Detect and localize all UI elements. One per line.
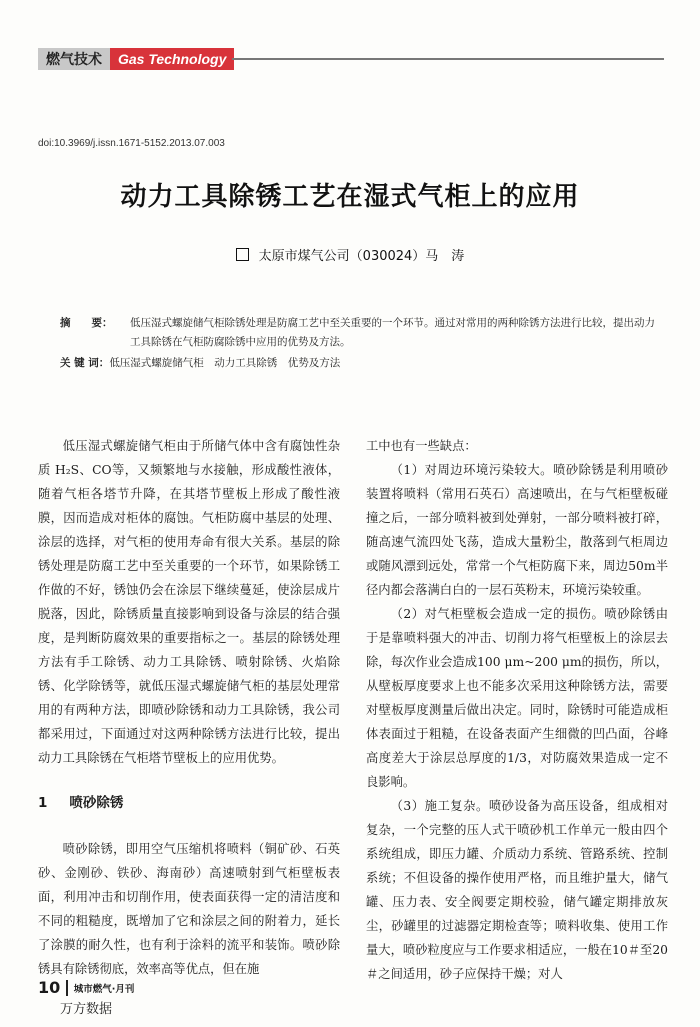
footer-divider [66, 980, 68, 996]
page-number: 10 [38, 978, 61, 997]
abstract-label: 摘 要： [60, 317, 113, 329]
article-title: 动力工具除锈工艺在湿式气柜上的应用 [120, 182, 580, 212]
watermark: 万方数据 [60, 1002, 113, 1017]
left-column [38, 434, 340, 981]
category-cn: 燃气技术 [38, 48, 110, 70]
category-banner [38, 48, 234, 70]
paragraph: 低压湿式螺旋储气柜由于所储气体中含有腐蚀性杂质 H₂S、CO等，又频繁地与水接触，形成酸性液体，随着气柜各塔节升降，在其塔节壁板上形成了酸性液膜，因而造成对柜体的腐蚀。气柜防腐中基层的处理、涂层的选择，对气柜的使用寿命有很大关系。基层的除锈处理是防腐工艺中至关重要的一个环节，如果除锈工作做的不好，锈蚀仍会在涂层下继续蔓延，使涂层成片脱落，因此，除锈质量直接影响到设备与涂层的结合强度，是判断防腐效果的重要指标之一。基层的除锈处理方法有手工除锈、动力工具除锈、喷射除锈、火焰除锈、化学除锈等，就低压湿式螺旋储气柜的基层处理常用的有两种方法，即喷砂除锈和动力工具除锈，我公司都采用过，下面通过对这两种除锈方法进行比较，提出动力工具除锈在气柜塔节壁板上的应用优势。 [38, 439, 340, 765]
paragraph: 喷砂除锈，即用空气压缩机将喷料（铜矿砂、石英砂、金刚砂、铁砂、海南砂）高速喷射到气柜壁板表面，利用冲击和切削作用，使表面获得一定的清洁度和不同的粗糙度，既增加了它和涂层之间的附着力，延长了涂膜的耐久性，也有利于涂料的流平和装饰。喷砂除锈具有除锈彻底，效率高等优点，但在施 [38, 842, 340, 976]
keywords-label: 关 键 词： [60, 357, 110, 369]
author-line [0, 245, 700, 264]
page-footer [38, 978, 134, 997]
abstract [60, 314, 660, 352]
right-column [366, 434, 668, 986]
journal-name: 城市燃气·月刊 [73, 983, 135, 995]
header-rule [232, 58, 664, 60]
section-number: 1 [38, 795, 48, 811]
paragraph: （1）对周边环境污染较大。喷砂除锈是利用喷砂装置将喷料（常用石英石）高速喷出，在与气柜壁板碰撞之后，一部分喷料被到处弹射，一部分喷料被打碎，随高速气流四处飞荡，造成大量粉尘，散落到气柜周边或随风漂到远处，常常一个气柜防腐下来，周边50m半径内都会落满白白的一层石英粉末，环境污染较重。 [366, 463, 668, 597]
keywords-text: 低压湿式螺旋储气柜 动力工具除锈 优势及方法 [109, 357, 341, 369]
doi: doi:10.3969/j.issn.1671-5152.2013.07.003 [38, 138, 225, 149]
square-bullet-icon [236, 248, 249, 261]
category-en: Gas Technology [110, 48, 234, 70]
paragraph: 工中也有一些缺点： [366, 439, 477, 453]
author-text: 太原市煤气公司（030024）马 涛 [258, 249, 465, 264]
paragraph: （2）对气柜壁板会造成一定的损伤。喷砂除锈由于是靠喷料强大的冲击、切削力将气柜壁板上的涂层去除，每次作业会造成100 μm~200 μm的损伤，所以，从壁板厚度要求上也不能多次采用这种除锈方法，需要对壁板厚度测量后做出决定。同时，除锈时可能造成柜体表面过于粗糙，在设备表面产生细微的凹凸面，谷峰高度差大于涂层总厚度的1/3，对防腐效果造成一定不良影响。 [366, 607, 668, 789]
section-heading [38, 791, 340, 815]
section-title: 喷砂除锈 [69, 795, 124, 811]
keywords [60, 354, 660, 373]
paragraph: （3）施工复杂。喷砂设备为高压设备，组成相对复杂，一个完整的压人式干喷砂机工作单元一般由四个系统组成，即压力罐、介质动力系统、管路系统、控制系统；不但设备的操作使用严格，而且维护量大，储气罐、压力表、安全阀要定期校验，储气罐定期排放灰尘，砂罐里的过滤器定期检查等；喷料收集、使用工作量大，喷砂粒度应与工作要求相适应，一般在10＃至20＃之间适用，砂子应保持干燥；对人 [366, 799, 668, 981]
abstract-text: 低压湿式螺旋储气柜除锈处理是防腐工艺中至关重要的一个环节。通过对常用的两种除锈方法进行比较，提出动力工具除锈在气柜防腐除锈中应用的优势及方法。 [130, 317, 655, 348]
